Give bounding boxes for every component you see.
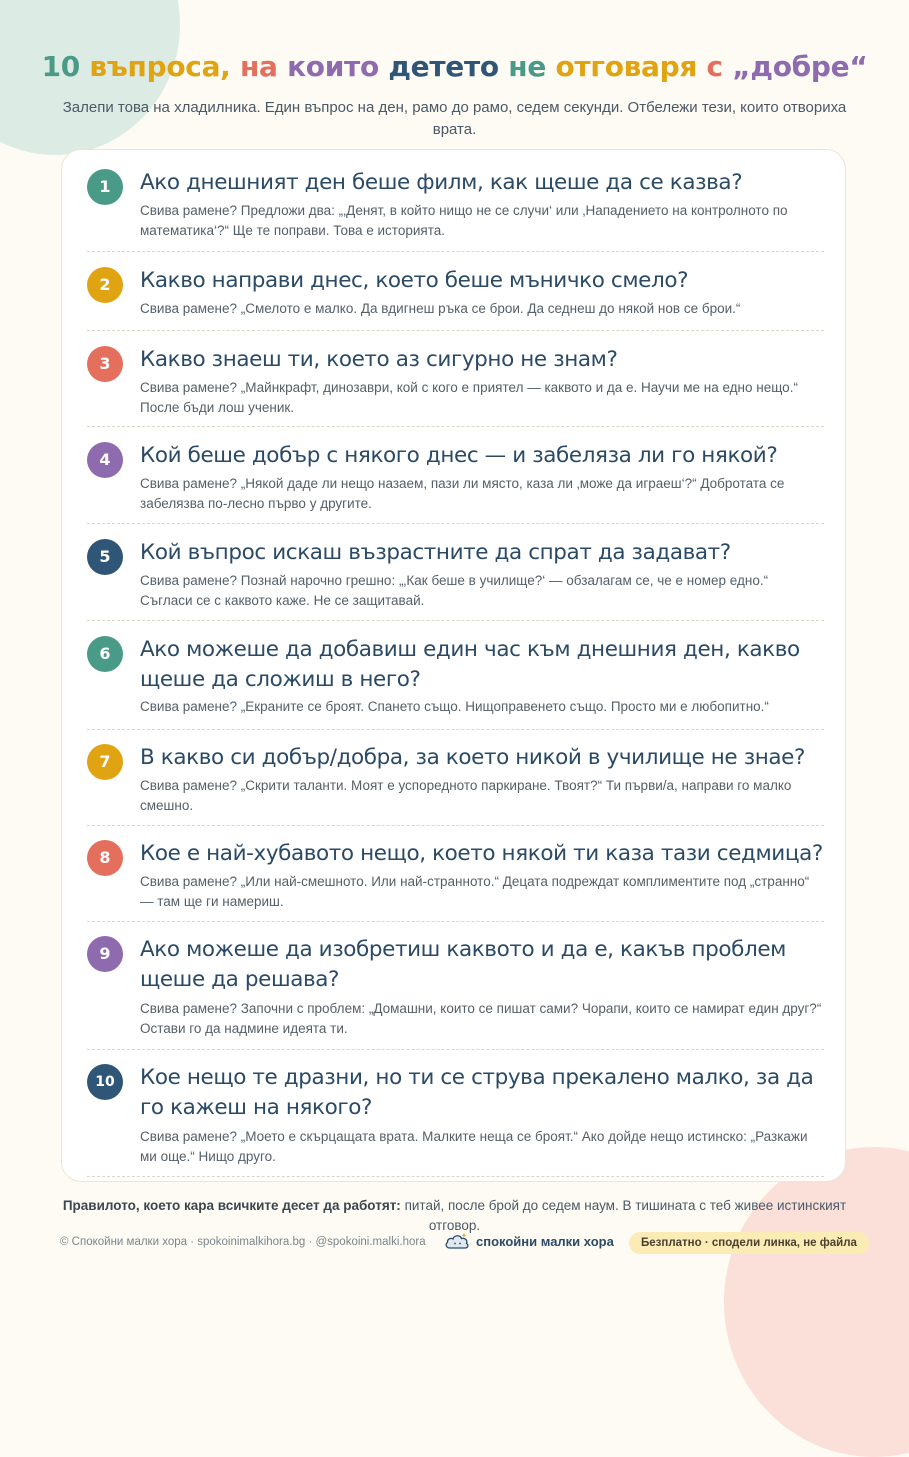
title-word: 10 <box>41 50 80 83</box>
brand-logo <box>444 1231 614 1251</box>
question-text: Кое нещо те дразни, но ти се струва прекалено малко, за да го кажеш на някого? <box>140 1065 814 1120</box>
question-item <box>87 331 824 427</box>
copyright-text: © Спокойни малки хора · spokoinimalkihora.bg · @spokoini.malki.hora <box>60 1236 426 1248</box>
question-hint: Свива рамене? Започни с проблем: „Домашни, които се пишат сами? Чорапи, които се намират един друг?“ Остави го да надмине идеята ти. <box>140 1001 822 1036</box>
decor-blob-bottom-right <box>724 1147 909 1457</box>
title-word: детето <box>388 50 499 83</box>
question-hint: Свива рамене? Познай нарочно грешно: „‚Как беше в училище?‘ — обзалагам се, че е номер едно.“ Съгласи се с каквото каже. Не се защитавай. <box>140 573 769 608</box>
title-word: „добре“ <box>732 50 868 83</box>
title-word: на <box>239 50 278 83</box>
title-word: не <box>508 50 547 83</box>
question-hint: Свива рамене? „Екраните се броят. Спането също. Нищоправенето също. Просто ми е любопитно.“ <box>140 699 769 714</box>
question-hint: Свива рамене? „Или най-смешното. Или най-странното.“ Децата подреждат комплиментите под „странно“ — там ще ги намериш. <box>140 874 810 909</box>
question-hint: Свива рамене? „Някой даде ли нещо назаем, пази ли място, каза ли ‚може да играеш‘?“ Добротата се забелязва по-лесно първо у другите. <box>140 476 785 511</box>
question-item <box>87 621 824 730</box>
question-text: Кой въпрос искаш възрастните да спрат да задават? <box>140 540 731 565</box>
question-item <box>87 524 824 621</box>
question-number-badge: 8 <box>87 840 123 876</box>
question-text: Какво знаеш ти, което аз сигурно не знам? <box>140 347 618 372</box>
question-text: Какво направи днес, което беше мъничко смело? <box>140 268 689 293</box>
question-item <box>87 427 824 524</box>
rule-note <box>60 1196 849 1235</box>
title-word: с <box>706 50 723 83</box>
question-hint: Свива рамене? „Смелото е малко. Да вдигнеш ръка се брои. Да седнеш до някой нов се брои.“ <box>140 301 741 316</box>
question-number-badge: 6 <box>87 636 123 672</box>
question-hint: Свива рамене? „Скрити таланти. Моят е успоредното паркиране. Твоят?“ Ти първи/а, направи го малко смешно. <box>140 778 792 813</box>
question-number-badge: 5 <box>87 539 123 575</box>
question-hint: Свива рамене? „Моето е скърцащата врата. Малките неща се броят.“ Ако дойде нещо истинско: „Разкажи ми още.“ Нищо друго. <box>140 1129 808 1164</box>
cloud-icon <box>444 1231 470 1251</box>
question-number-badge: 1 <box>87 169 123 205</box>
question-hint: Свива рамене? „Майнкрафт, динозаври, кой с кого е приятел — каквото и да е. Научи ме на едно нещо.“ После бъди лош ученик. <box>140 380 798 415</box>
question-number-badge: 9 <box>87 936 123 972</box>
share-badge: Безплатно · сподели линка, не файла <box>629 1232 869 1254</box>
question-item <box>87 150 824 252</box>
rule-note-bold: Правилото, което кара всичките десет да работят: <box>62 1198 401 1213</box>
question-text: Кой беше добър с някого днес — и забеляза ли го някой? <box>140 443 778 468</box>
question-text: В какво си добър/добра, за което никой в училище не знае? <box>140 745 806 770</box>
question-text: Ако можеше да добавиш един час към днешния ден, какво щеше да сложиш в него? <box>140 637 800 692</box>
questions-card <box>61 149 846 1182</box>
question-text: Ако днешният ден беше филм, как щеше да се казва? <box>140 170 743 195</box>
question-item <box>87 1050 824 1177</box>
rule-note-text: питай, после брой до седем наум. В тишината с теб живее истинският отговор. <box>400 1198 847 1233</box>
question-item <box>87 730 824 826</box>
question-text: Ако можеше да изобретиш каквото и да е, какъв проблем щеше да решава? <box>140 937 786 992</box>
question-item <box>87 826 824 922</box>
title-word: които <box>287 50 379 83</box>
question-text: Кое е най-хубавото нещо, което някой ти каза тази седмица? <box>140 841 823 866</box>
title-word: въпроса, <box>89 50 231 83</box>
question-number-badge: 3 <box>87 346 123 382</box>
question-item <box>87 252 824 331</box>
question-number-badge: 4 <box>87 442 123 478</box>
question-hint: Свива рамене? Предложи два: „‚Денят, в който нищо не се случи‘ или ‚Нападението на контролното по математика‘?“ Ще те поправи. Това е историята. <box>140 203 788 238</box>
question-number-badge: 10 <box>87 1064 123 1100</box>
page-title <box>0 50 909 83</box>
question-item <box>87 922 824 1050</box>
page-subtitle: Залепи това на хладилника. Един въпрос на ден, рамо до рамо, седем секунди. Отбележи тези, които отвориха врата. <box>62 99 847 138</box>
brand-name: спокойни малки хора <box>476 1233 614 1249</box>
question-number-badge: 7 <box>87 744 123 780</box>
question-number-badge: 2 <box>87 267 123 303</box>
title-word: отговаря <box>555 50 698 83</box>
